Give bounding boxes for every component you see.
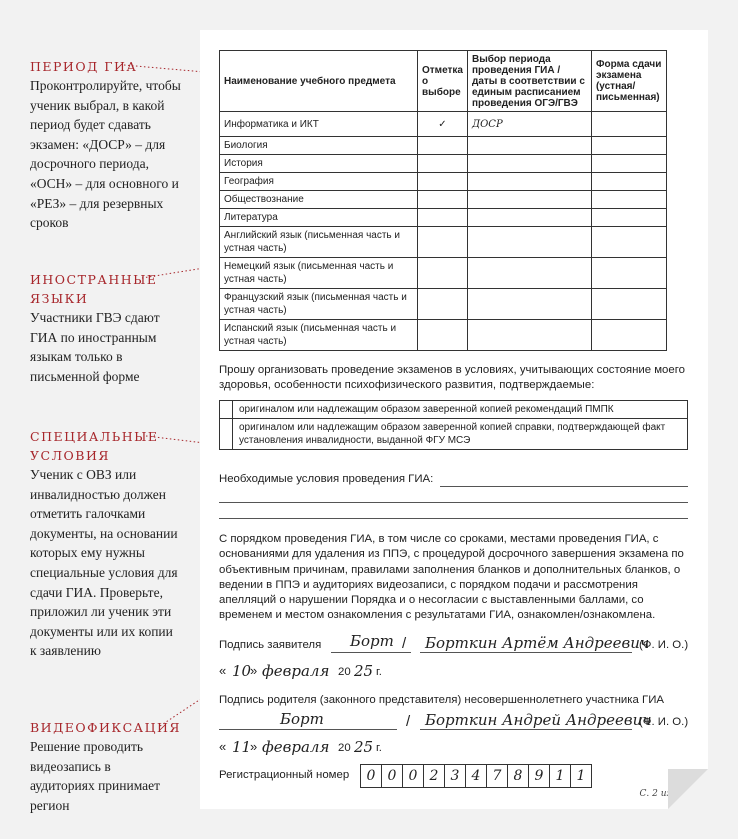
reg-digit[interactable]: 0	[382, 765, 403, 788]
form-cell[interactable]	[591, 173, 666, 191]
note-conditions	[30, 427, 178, 661]
doc-checkbox[interactable]	[220, 419, 233, 450]
doc-label: оригиналом или надлежащим образом заверенной копией рекомендаций ПМПК	[233, 401, 688, 419]
parent-slash: /	[406, 713, 411, 730]
table-row	[220, 173, 667, 191]
subjects-table	[219, 50, 667, 351]
note-period-heading: ПЕРИОД ГИА	[30, 59, 138, 74]
mark-cell[interactable]	[418, 209, 468, 227]
table-row	[220, 227, 667, 258]
registration-number	[360, 764, 592, 788]
note-conditions-text: Ученик с ОВЗ или инвалидностью должен отметить галочками документы, на основании которых ему нужны специальные условия для сдачи ГИА. Проверьте, приложил ли ученик эти документы или их копии к заявлению	[30, 467, 178, 659]
subject-cell: География	[220, 173, 418, 191]
page-fold-corner	[668, 769, 708, 809]
reg-digit[interactable]: 8	[508, 765, 529, 788]
applicant-date-quote-open: «	[219, 663, 227, 678]
note-period-text: Проконтролируйте, чтобы ученик выбрал, в какой период будет сдавать экзамен: «ДОСР» – для досрочного периода, «ОСН» – для основного и «РЕЗ» – для резервных сроков	[30, 78, 181, 231]
form-cell[interactable]	[591, 258, 666, 289]
col-period-header: Выбор периода проведения ГИА / даты в соответствии с единым расписанием проведения ОГЭ/ГВЭ	[467, 51, 591, 112]
applicant-name-line[interactable]	[420, 652, 632, 653]
parent-fio-label: (Ф. И. О.)	[639, 716, 689, 728]
note-video	[30, 718, 190, 815]
conditions-label: Необходимые условия проведения ГИА:	[219, 473, 434, 485]
parent-signature-line[interactable]	[219, 729, 397, 730]
note-period	[30, 57, 190, 233]
annotations-sidebar	[0, 0, 200, 839]
reg-digit[interactable]: 0	[403, 765, 424, 788]
period-cell[interactable]	[467, 258, 591, 289]
table-row	[220, 191, 667, 209]
subject-cell: Обществознание	[220, 191, 418, 209]
period-cell[interactable]	[467, 209, 591, 227]
applicant-slash: /	[402, 635, 407, 652]
subject-cell: Литература	[220, 209, 418, 227]
table-row	[220, 209, 667, 227]
note-languages	[30, 270, 160, 386]
col-mark-header: Отметка о выборе	[418, 51, 468, 112]
subject-cell: Немецкий язык (письменная часть и устная часть)	[220, 258, 418, 289]
parent-date-day[interactable]: 11	[232, 738, 252, 756]
applicant-year-prefix: 20	[338, 666, 351, 678]
page-number: С. 2 из 2	[639, 789, 680, 799]
applicant-signature-label: Подпись заявителя	[219, 639, 322, 651]
form-cell[interactable]	[591, 209, 666, 227]
mark-cell[interactable]	[418, 227, 468, 258]
applicant-name[interactable]: Борткин Артём Андреевич	[425, 634, 650, 652]
applicant-date-day[interactable]: 10	[232, 662, 252, 680]
reg-digit[interactable]: 0	[361, 765, 382, 788]
reg-digit[interactable]: 1	[571, 765, 592, 788]
parent-year-prefix: 20	[338, 742, 351, 754]
conditions-line-2[interactable]	[219, 502, 688, 503]
note-video-heading: ВИДЕОФИКСАЦИЯ	[30, 720, 182, 735]
parent-date-quote-close: »	[250, 739, 258, 754]
parent-year[interactable]: 25	[354, 738, 374, 756]
form-cell[interactable]	[591, 289, 666, 320]
parent-date-quote-open: «	[219, 739, 227, 754]
note-languages-text: Участники ГВЭ сдают ГИА по иностранным языкам только в письменной форме	[30, 310, 160, 384]
table-row	[220, 320, 667, 351]
form-cell[interactable]	[591, 155, 666, 173]
note-conditions-heading: СПЕЦИАЛЬНЫЕ УСЛОВИЯ	[30, 429, 159, 463]
form-cell[interactable]	[591, 137, 666, 155]
form-cell[interactable]	[591, 112, 666, 137]
doc-row	[220, 419, 688, 450]
col-subject-header: Наименование учебного предмета	[220, 51, 418, 112]
period-cell[interactable]: ДОСР	[467, 112, 591, 137]
form-cell[interactable]	[591, 320, 666, 351]
parent-name-line[interactable]	[420, 729, 632, 730]
applicant-date-quote-close: »	[250, 663, 258, 678]
reg-digit[interactable]: 2	[424, 765, 445, 788]
parent-signature: Борт	[280, 710, 324, 728]
parent-name[interactable]: Борткин Андрей Андреевич	[425, 711, 652, 729]
applicant-date-month[interactable]: февраля	[262, 662, 330, 680]
mark-cell[interactable]	[418, 289, 468, 320]
subject-cell: Информатика и ИКТ	[220, 112, 418, 137]
table-row	[220, 258, 667, 289]
mark-cell[interactable]	[418, 320, 468, 351]
subject-cell: Биология	[220, 137, 418, 155]
registration-label: Регистрационный номер	[219, 769, 350, 781]
agreement-text: С порядком проведения ГИА, в том числе со сроками, местами проведения ГИА, с основаниями для удаления из ППЭ, с процедурой досрочного завершения экзамена по объективным причинам, правилами заполнения бланков и дополнительных бланков, о ведении в ППЭ и аудиториях видеозаписи, с порядком подачи и рассмотрения апелляций о нарушении Порядка и о несогласии с выставленными баллами, со временем и местом ознакомления с результатами ГИА, ознакомлен/ознакомлена.	[219, 533, 684, 622]
mark-cell[interactable]: ✓	[418, 112, 468, 137]
applicant-year[interactable]: 25	[354, 662, 374, 680]
period-cell[interactable]	[467, 289, 591, 320]
conditions-line-3[interactable]	[219, 518, 688, 519]
subject-cell: Испанский язык (письменная часть и устная часть)	[220, 320, 418, 351]
table-row	[220, 155, 667, 173]
period-cell[interactable]	[467, 173, 591, 191]
subject-cell: История	[220, 155, 418, 173]
conditions-line-1[interactable]	[440, 486, 688, 487]
form-cell[interactable]	[591, 227, 666, 258]
reg-digit[interactable]: 7	[487, 765, 508, 788]
parent-year-suffix: г.	[376, 742, 382, 754]
reg-digit[interactable]: 1	[550, 765, 571, 788]
reg-digit[interactable]: 3	[445, 765, 466, 788]
table-row	[220, 112, 667, 137]
applicant-fio-label: (Ф. И. О.)	[639, 639, 689, 651]
parent-signature-label: Подпись родителя (законного представителя) несовершеннолетнего участника ГИА	[219, 694, 664, 706]
mark-cell[interactable]	[418, 191, 468, 209]
period-cell[interactable]	[467, 227, 591, 258]
form-page	[200, 30, 708, 809]
period-cell[interactable]	[467, 137, 591, 155]
applicant-signature: Борт	[350, 632, 394, 650]
subject-cell: Французский язык (письменная часть и устная часть)	[220, 289, 418, 320]
applicant-year-suffix: г.	[376, 666, 382, 678]
note-video-text: Решение проводить видеозапись в аудиториях принимает регион	[30, 739, 161, 813]
parent-date-month[interactable]: февраля	[262, 738, 330, 756]
reg-digit[interactable]: 9	[529, 765, 550, 788]
doc-label: оригиналом или надлежащим образом заверенной копией справки, подтверждающей факт установления инвалидности, выданной ФГУ МСЭ	[233, 419, 688, 450]
subject-cell: Английский язык (письменная часть и устная часть)	[220, 227, 418, 258]
note-languages-heading: ИНОСТРАННЫЕ ЯЗЫКИ	[30, 272, 158, 306]
applicant-signature-line[interactable]	[331, 652, 411, 653]
period-cell[interactable]	[467, 191, 591, 209]
mark-cell[interactable]	[418, 258, 468, 289]
doc-checkbox[interactable]	[220, 401, 233, 419]
mark-cell[interactable]	[418, 173, 468, 191]
doc-row	[220, 401, 688, 419]
mark-cell[interactable]	[418, 155, 468, 173]
col-form-header: Форма сдачи экзамена (устная/ письменная)	[591, 51, 666, 112]
request-text: Прошу организовать проведение экзаменов в условиях, учитывающих состояние моего здоровья, особенности психофизического развития, подтверждаемые:	[219, 364, 685, 392]
table-row	[220, 137, 667, 155]
period-cell[interactable]	[467, 320, 591, 351]
form-cell[interactable]	[591, 191, 666, 209]
period-cell[interactable]	[467, 155, 591, 173]
reg-digit[interactable]: 4	[466, 765, 487, 788]
table-row	[220, 289, 667, 320]
documents-table	[219, 400, 688, 450]
mark-cell[interactable]	[418, 137, 468, 155]
